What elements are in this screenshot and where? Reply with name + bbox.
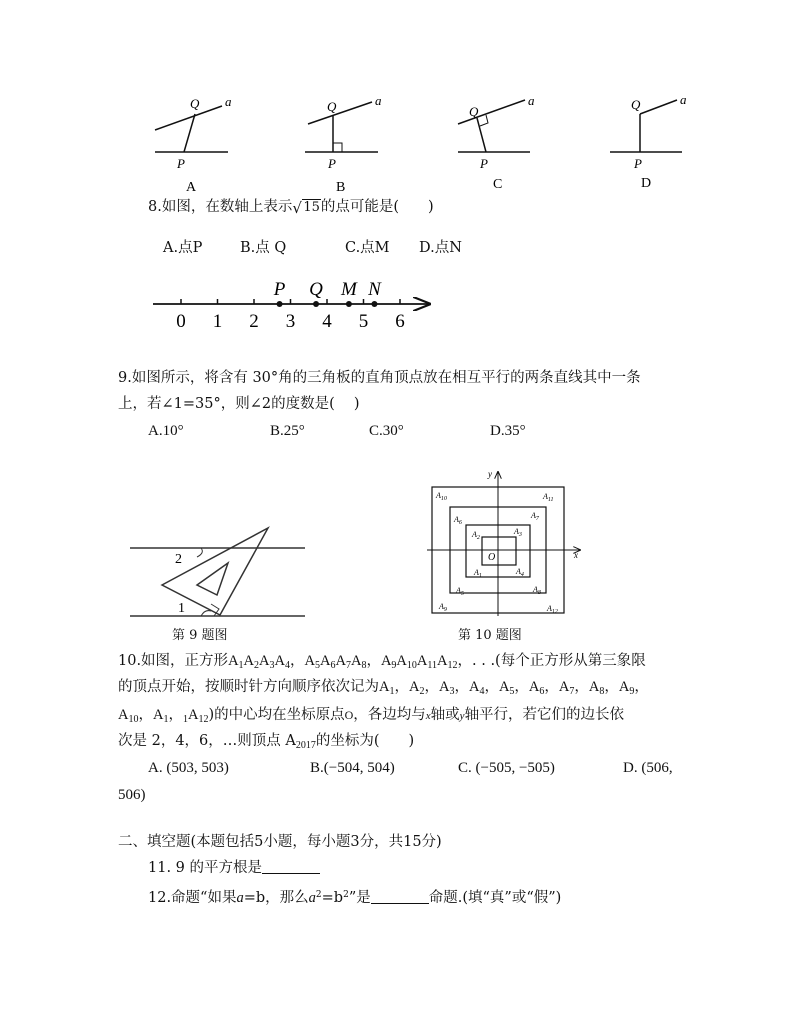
point-Q	[313, 301, 319, 307]
tick-label-0: 0	[176, 311, 186, 332]
fig7-a-option: A	[186, 180, 197, 195]
q8-choice-d[interactable]: D.点N	[419, 240, 462, 256]
vertex-A12: $A_{12}$	[547, 604, 558, 615]
fig7-d-option: D	[641, 176, 652, 191]
y-axis-label: y	[488, 469, 492, 479]
vertex-A4: $A_4$	[516, 567, 524, 578]
origin-label: O	[488, 552, 496, 563]
q10-line2: 的顶点开始，按顺时针方向顺序依次记为$A_1$，$A_2$，$A_3$，$A_4$，$A_5$，$A_6$，$A_7$，$A_8$，$A_9$，	[118, 679, 649, 697]
vertex-A11: $A_{11}$	[543, 492, 554, 503]
q10-choice-b[interactable]: B.(−504, 504)	[310, 760, 395, 776]
vertex-A8: $A_8$	[533, 585, 541, 596]
q10-choice-c[interactable]: C. (−505, −505)	[458, 760, 555, 776]
triangle-ruler-inner	[197, 563, 228, 595]
q12-answer-blank[interactable]	[371, 889, 429, 904]
point-M	[346, 301, 352, 307]
fig7-a-p: P	[177, 156, 185, 171]
q9-line1: 9.如图所示，将含有 30°角的三角板的直角顶点放在相互平行的两条直线其中一条	[118, 370, 641, 386]
vertex-A2: $A_2$	[472, 530, 480, 541]
fig7-c	[458, 93, 535, 192]
point-label-P: P	[273, 279, 286, 300]
fig7-b-p: P	[328, 156, 336, 171]
fig7-d-p: P	[634, 156, 642, 171]
q8-stem	[148, 197, 434, 218]
tick-label-6: 6	[395, 311, 405, 332]
sqrt-expression: √ 15	[292, 199, 320, 217]
fig7-c-p: P	[480, 156, 488, 171]
point-N	[371, 301, 377, 307]
vertex-A6: $A_6$	[454, 515, 462, 526]
tick-label-1: 1	[212, 311, 223, 332]
fig7-a	[155, 94, 232, 195]
tick-label-3: 3	[285, 311, 296, 332]
q10-figure	[422, 466, 587, 621]
vertex-A7: $A_7$	[531, 511, 539, 522]
fig7-b	[305, 93, 382, 195]
q12: 12.命题“如果a=b，那么$a^2=b^2$”是 命题.(填“真”或“假”)	[148, 890, 562, 906]
vertex-A5: $A_5$	[456, 586, 464, 597]
fig7-c-q: Q	[469, 104, 479, 119]
q9-choice-a[interactable]: A.10°	[148, 423, 184, 439]
tick-label-4: 4	[322, 311, 332, 332]
q9-choice-b[interactable]: B.25°	[270, 423, 305, 439]
fig7-a-q: Q	[190, 96, 200, 111]
section2-heading: 二、填空题(本题包括5小题，每小题3分，共15分)	[118, 834, 442, 850]
fig7-b-option: B	[336, 180, 346, 195]
q8-choice-c[interactable]: C.点M	[345, 240, 390, 256]
fig7-c-option: C	[493, 177, 503, 192]
fig7-d-q: Q	[631, 97, 641, 112]
q8-stem-pre: 8.如图，在数轴上表示	[148, 199, 293, 215]
q11: 11. 9 的平方根是	[148, 858, 320, 878]
x-axis-label: x	[574, 550, 578, 560]
fig7-c-a: a	[528, 93, 535, 108]
fig7-a-a: a	[225, 94, 232, 109]
point-label-Q: Q	[309, 279, 323, 300]
sqrt-radicand: 15	[303, 200, 320, 215]
vertex-A10: $A_{10}$	[436, 491, 447, 502]
point-label-N: N	[368, 279, 381, 300]
q10-choice-d[interactable]: D. (506,	[623, 760, 673, 776]
q10-choice-d-cont: 506)	[118, 787, 146, 803]
q9-choice-c[interactable]: C.30°	[369, 423, 404, 439]
q8-stem-post: 的点可能是( )	[320, 199, 434, 215]
number-line	[145, 272, 440, 332]
q10-caption: 第 10 题图	[458, 628, 522, 643]
tick-label-2: 2	[249, 311, 259, 332]
q10-line3: $A_{10}$，$A_1$，$_1A_{12}$)的中心均在坐标原点O，各边均与x轴或y轴平行，若它们的边长依	[118, 707, 625, 725]
q10-line1: 10.如图，正方形$A_1A_2A_3A_4$，$A_5A_6A_7A_8$，$A_9A_{10}A_{11}A_{12}$，. . .(每个正方形从第三象限	[118, 653, 646, 671]
q9-choice-d[interactable]: D.35°	[490, 423, 526, 439]
q9-figure	[125, 515, 310, 625]
fig7-b-a: a	[375, 93, 382, 108]
q9-line2: 上，若∠1=35°，则∠2的度数是( )	[118, 396, 360, 412]
q9-caption: 第 9 题图	[172, 628, 228, 643]
fig7-d-a: a	[680, 92, 687, 107]
q8-choice-a[interactable]: A.点P	[163, 240, 203, 256]
fig7-d	[610, 92, 687, 191]
q10-line4: 次是 2，4，6，…则顶点 $A_{2017}$的坐标为( )	[118, 733, 415, 751]
point-P	[277, 301, 283, 307]
vertex-A9: $A_9$	[439, 602, 447, 613]
fig7-b-q: Q	[327, 99, 337, 114]
angle-1-label: 1	[178, 601, 185, 616]
vertex-A1: $A_1$	[474, 568, 482, 579]
q8-choice-b[interactable]: B.点 Q	[240, 240, 287, 256]
point-label-M: M	[340, 279, 357, 300]
q7-figures	[140, 90, 700, 200]
q10-choice-a[interactable]: A. (503, 503)	[148, 760, 229, 776]
vertex-A3: $A_3$	[514, 527, 522, 538]
q11-answer-blank[interactable]	[262, 859, 320, 874]
tick-label-5: 5	[358, 311, 369, 332]
angle-2-label: 2	[175, 552, 182, 567]
